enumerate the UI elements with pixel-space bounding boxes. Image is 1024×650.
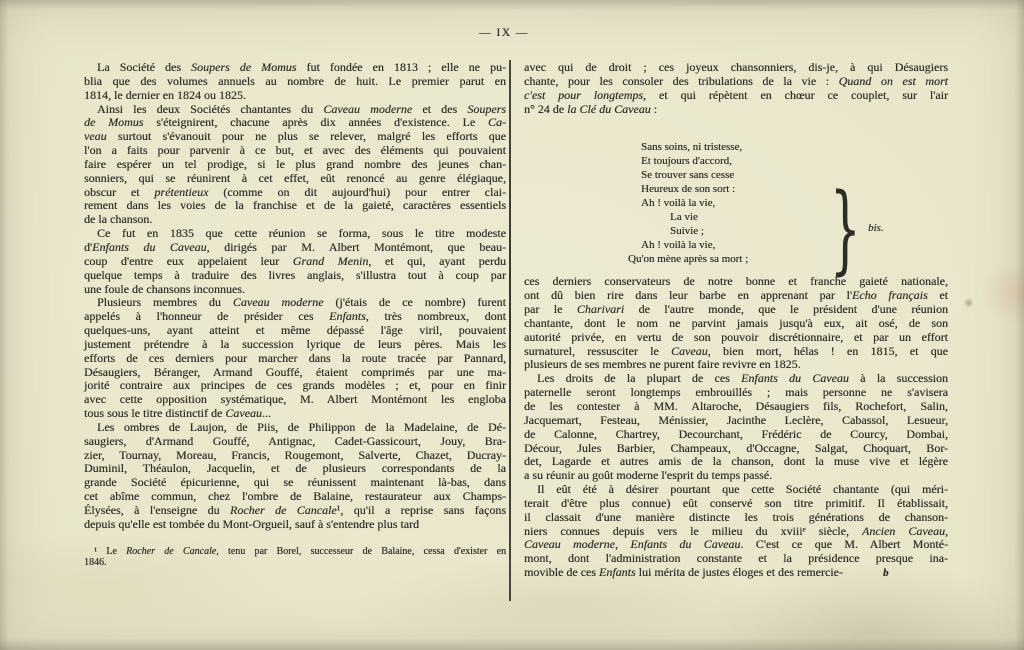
- verse-line: Heureux de son sort :: [641, 183, 736, 196]
- paragraph: [84, 421, 506, 532]
- text-line: La Société des Soupers de Momus fut fondée en 1813 ; elle ne pu-: [97, 60, 506, 74]
- text-line: niers connues depuis vers le milieu du xviiiᵉ siècle, Ancien Caveau,: [524, 523, 948, 538]
- text-line: de la chanson.: [84, 212, 153, 227]
- text-line: avec cette opposition systématique, M. Albert Montémont les engloba: [84, 392, 506, 407]
- text-line: cet abîme commun, chez l'ombre de Balaine, restaurateur aux Champs-: [84, 489, 506, 504]
- text-line: grande Société épicurienne, qui se réunissent maintenant là-bas, dans: [84, 475, 506, 490]
- text-line: Il eût été à désirer pourtant que cette Société chantante (qui méri-: [537, 482, 948, 497]
- verse-line: La vie: [670, 211, 698, 224]
- text-line: Élysées, à l'enseigne du Rocher de Cancale¹, qu'il a reprise sans façons: [84, 503, 507, 517]
- text-line: rement dans les voies de la franchise et de la gaieté, caractères essentiels: [84, 198, 506, 213]
- bis-label: bis.: [868, 222, 884, 235]
- text-line: Plusieurs membres du Caveau moderne (j'étais de ce nombre) furent: [97, 295, 506, 310]
- verse-line: Sans soins, ni tristesse,: [641, 141, 743, 154]
- text-line: Les droits de la plupart de ces Enfants du Caveau à la succession: [537, 371, 948, 386]
- text-line: l'on a faits pour parvenir à ce but, et avec des éléments qui pouvaient: [84, 143, 506, 158]
- text-line: par le Charivari de l'autre monde, que le président d'une réunion: [524, 302, 949, 317]
- text-line: det, Lagarde et autres amis de la chanson, dont la muse vive et légère: [524, 454, 948, 469]
- verse-line: Se trouver sans cesse: [641, 169, 735, 182]
- paragraph: [524, 275, 948, 372]
- verse-line: Suivie ;: [670, 225, 704, 238]
- text-line: appelés à l'honneur de présider ces Enfants, très nombreux, dont: [84, 309, 506, 324]
- text-line: d'Enfants du Caveau, dirigés par M. Albert Montémont, que beau-: [84, 239, 507, 254]
- text-line: veau surtout s'évanouit pour ne plus se relever, malgré les efforts que: [84, 129, 506, 144]
- verse-line: Ah ! voilà la vie,: [641, 197, 716, 210]
- text-line: Désaugiers, Béranger, Armand Gouffé, étaient comprimés par une ma-: [84, 364, 506, 379]
- text-line: Caveau moderne, Enfants du Caveau. C'est ce que M. Albert Monté-: [524, 537, 948, 552]
- right-column: [524, 61, 948, 580]
- text-line: 1846.: [84, 557, 107, 569]
- text-line: c'est pour longtemps, et qui répètent en chœur ce couplet, sur l'air: [524, 87, 948, 102]
- text-line: a su réunir au goût moderne l'esprit du temps passé.: [524, 468, 773, 483]
- text-line: une foule de chansons inconnues.: [84, 281, 245, 296]
- text-line: Ce fut en 1835 que cette réunion se forma, sous le titre modeste: [97, 226, 506, 241]
- paragraph: [84, 296, 506, 421]
- text-line: ¹ Le Rocher de Cancale, tenu par Borel, successeur de Balaine, cessa d'exister en: [94, 545, 507, 557]
- text-line: Les ombres de Laujon, de Piis, de Philippon de la Madelaine, de Dé-: [97, 419, 506, 434]
- left-column: [84, 61, 506, 569]
- text-line: coup d'entre eux appelaient leur Grand Menin, et qui, ayant perdu: [84, 253, 506, 268]
- verse-line: Qu'on mène après sa mort ;: [628, 253, 749, 266]
- text-line: saugiers, d'Armand Gouffé, Antignac, Cadet-Gassicourt, Jouy, Bra-: [84, 433, 506, 448]
- paragraph: [524, 483, 948, 580]
- verse-line: Et toujours d'accord,: [641, 155, 732, 168]
- text-line: n° 24 de la Clé du Caveau :: [524, 101, 658, 116]
- text-line: il classait d'une manière distincte les trois générations de chanson-: [524, 509, 948, 524]
- text-line: quelques-uns, ayant atteint et même dépassé l'âge viril, pouvaient: [84, 323, 506, 338]
- text-line: 1814, le dernier en 1824 ou 1825.: [84, 87, 246, 102]
- text-line: paternelle seront longtemps embrouillés ; mais personne ne s'avisera: [524, 385, 948, 400]
- text-line: de Momus s'éteignirent, chacune après dix années d'existence. Le Ca-: [84, 115, 506, 130]
- paragraph: [84, 546, 506, 570]
- page-number: — IX —: [479, 27, 529, 39]
- text-line: surnaturel, ressusciter le Caveau, bien mort, hélas ! en 1815, et que: [524, 343, 948, 358]
- left-column-text: [84, 61, 506, 532]
- verse-line: Ah ! voilà la vie,: [641, 239, 716, 252]
- verse-lines: [628, 140, 928, 266]
- footnote: [84, 546, 506, 570]
- text-line: efforts de ces derniers pour marcher dans la route tracée par Pannard,: [84, 350, 506, 365]
- text-line: plusieurs de ses membres ne purent faire revivre en 1825.: [524, 357, 801, 372]
- text-line: mont, dont l'administration constante et la présidence presque ina-: [524, 551, 948, 566]
- text-line: movible de ces Enfants lui mérita de justes éloges et des remercie-: [524, 565, 843, 580]
- text-line: chantante, dont le nom ne parvint jamais jusqu'à eux, ait osé, de son: [524, 315, 948, 330]
- text-line: chante, pour les consoler des tribulations de la vie : Quand on est mort: [524, 73, 948, 88]
- paragraph: [524, 61, 948, 116]
- text-line: faire espérer un tel prodige, si le plus grand nombre des jeunes chan-: [84, 156, 506, 171]
- text-line: sonniers, qui se réunirent à cet effet, eût renoncé au genre élégiaque,: [84, 170, 506, 185]
- right-column-text-bottom: [524, 275, 948, 580]
- text-line: terait d'être plus connue) eût conservé son titre primitif. Il établissait,: [524, 495, 948, 510]
- text-line: obscur et prétentieux (comme on dit aujourd'hui) pour entrer clai-: [84, 184, 506, 199]
- text-line: de Calonne, Chartrey, Decourchant, Frédéric de Courcy, Dombai,: [524, 426, 948, 441]
- text-line: blia que des volumes annuels au nombre de huit. Le premier parut en: [84, 73, 506, 88]
- text-line: Duminil, Théaulon, Jacquelin, et de plusieurs correspondants de la: [84, 461, 506, 476]
- text-line: jorité contraire aux principes de ces grands modèles ; et, pour en finir: [84, 378, 506, 393]
- text-line: depuis qu'elle est tombée du Mont-Orgueil, sauf à s'entendre plus tard: [84, 516, 420, 531]
- right-column-text-top: [524, 61, 948, 116]
- text-line: Décour, Jules Barbier, Champeaux, d'Occagne, Salgat, Choquart, Bor-: [524, 440, 948, 455]
- text-line: autorité privée, en vertu de son pouvoir discrétionnaire, et par un effort: [524, 329, 948, 344]
- signature-mark-b: b: [883, 567, 889, 579]
- text-line: tous sous le titre distinctif de Caveau...: [84, 406, 271, 421]
- text-line: Ainsi les deux Sociétés chantantes du Caveau moderne et des Soupers: [97, 101, 506, 116]
- text-line: de les contester à MM. Altaroche, Désaugiers fils, Rochefort, Salin,: [524, 398, 948, 413]
- paragraph: [524, 372, 948, 483]
- text-line: justement prétendre à la succession lyrique de leurs pères. Mais les: [84, 336, 506, 351]
- paragraph: [84, 61, 506, 103]
- text-line: ont dû bien rire dans leur barbe en apprenant par l'Echo français et: [524, 288, 948, 303]
- text-line: ces derniers conservateurs de notre bonne et franche gaieté nationale,: [524, 274, 948, 289]
- text-line: zier, Tournay, Moreau, Francis, Rougemont, Salverte, Chazet, Ducray-: [84, 447, 506, 462]
- paragraph: [84, 227, 506, 296]
- column-divider-rule: [509, 60, 511, 601]
- text-line: quelque temps à traduire des livres anglais, s'illustra tout à coup par: [84, 267, 506, 282]
- text-line: avec qui de droit ; ces joyeux chansonniers, dis-je, à qui Désaugiers: [524, 60, 948, 74]
- brace-glyph: }: [830, 173, 861, 286]
- text-line: Jacquemart, Festeau, Ménissier, Jacinthe Leclère, Cabassol, Lesueur,: [524, 412, 948, 427]
- paragraph: [84, 103, 506, 228]
